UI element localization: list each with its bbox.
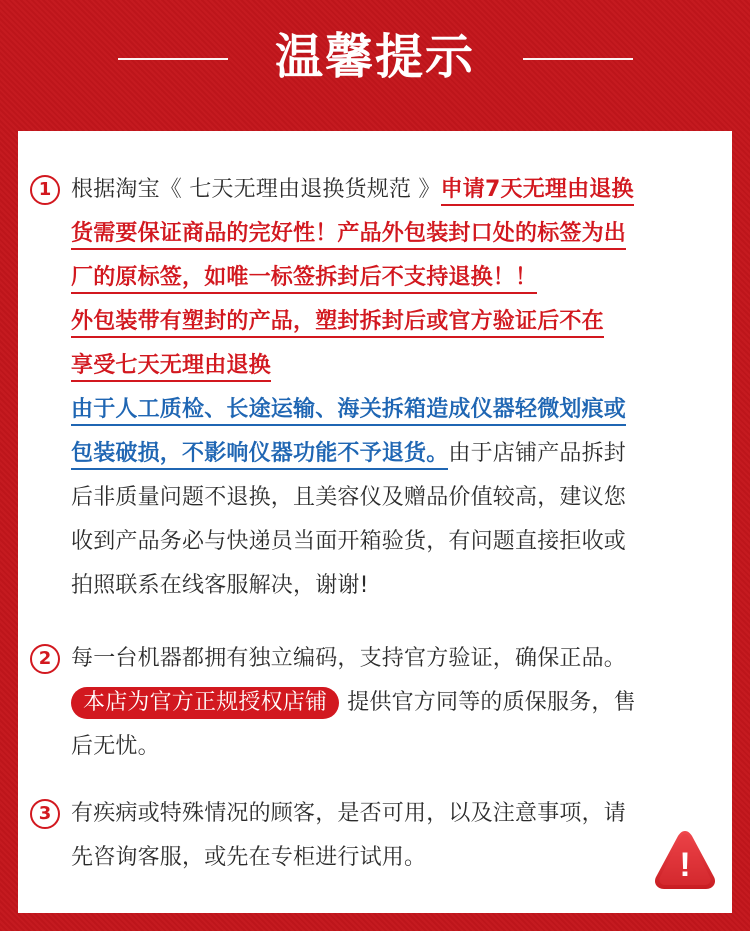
section-1-line-6	[71, 391, 634, 435]
section-2-line-3	[71, 728, 636, 772]
section-2-line-1	[71, 640, 636, 684]
section-1-line-6-part-1: 由于人工质检、长途运输、海关拆箱造成仪器轻微划痕或	[71, 397, 626, 426]
section-1-lines	[71, 171, 634, 611]
section-3-line-1	[71, 795, 626, 839]
authorized-store-badge: 本店为官方正规授权店铺	[71, 687, 339, 719]
warning-icon	[652, 827, 718, 893]
notice-card	[18, 131, 732, 913]
section-2-lines	[71, 640, 636, 772]
section-2-line-3-part-1: 后无忧。	[71, 734, 160, 759]
warning-exclamation: !	[679, 846, 691, 884]
section-2-line-2-part-2: 提供官方同等的质保服务，售	[347, 690, 636, 715]
section-number-3: 3	[30, 799, 60, 829]
section-1-line-7-part-2: 由于店铺产品拆封	[448, 441, 627, 466]
section-2-line-1-part-1: 每一台机器都拥有独立编码，支持官方验证，确保正品。	[71, 646, 627, 671]
section-1-line-2	[71, 215, 634, 259]
section-1-line-5	[71, 347, 634, 391]
section-3-line-2-part-1: 先咨询客服，或先在专柜进行试用。	[71, 845, 427, 870]
section-1-line-3-part-1: 厂的原标签，如唯一标签拆封后不支持退换！！	[71, 265, 537, 294]
section-number-1: 1	[30, 175, 60, 205]
header	[0, 20, 750, 100]
section-1-line-7	[71, 435, 634, 479]
header-line-right	[523, 58, 633, 60]
section-1-line-8	[71, 479, 634, 523]
section-1-line-8-part-1: 后非质量问题不退换，且美容仪及赠品价值较高，建议您	[71, 485, 627, 510]
section-1-line-1	[71, 171, 634, 215]
section-1-line-4-part-1: 外包装带有塑封的产品，塑封拆封后或官方验证后不在	[71, 309, 604, 338]
section-1-line-3	[71, 259, 634, 303]
section-1-line-1-part-1: 根据淘宝《 七天无理由退换货规范 》	[71, 177, 441, 202]
section-1-line-2-part-1: 货需要保证商品的完好性！产品外包装封口处的标签为出	[71, 221, 626, 250]
section-number-2: 2	[30, 644, 60, 674]
section-1-line-10-part-1: 拍照联系在线客服解决，谢谢!	[71, 573, 369, 598]
section-2-line-2	[71, 684, 636, 728]
section-1-line-9	[71, 523, 634, 567]
section-3-lines	[71, 795, 626, 883]
page-title: 温馨提示	[274, 29, 475, 85]
section-3-line-1-part-1: 有疾病或特殊情况的顾客，是否可用，以及注意事项，请	[71, 801, 627, 826]
section-3-line-2	[71, 839, 626, 883]
section-1-line-10	[71, 567, 634, 611]
section-1-line-7-part-1: 包装破损，不影响仪器功能不予退货。	[71, 441, 448, 470]
section-1-line-9-part-1: 收到产品务必与快递员当面开箱验货，有问题直接拒收或	[71, 529, 627, 554]
section-1-line-1-part-2: 申请7天无理由退换	[441, 177, 634, 206]
section-1-line-4	[71, 303, 634, 347]
section-1-line-5-part-1: 享受七天无理由退换	[71, 353, 271, 382]
